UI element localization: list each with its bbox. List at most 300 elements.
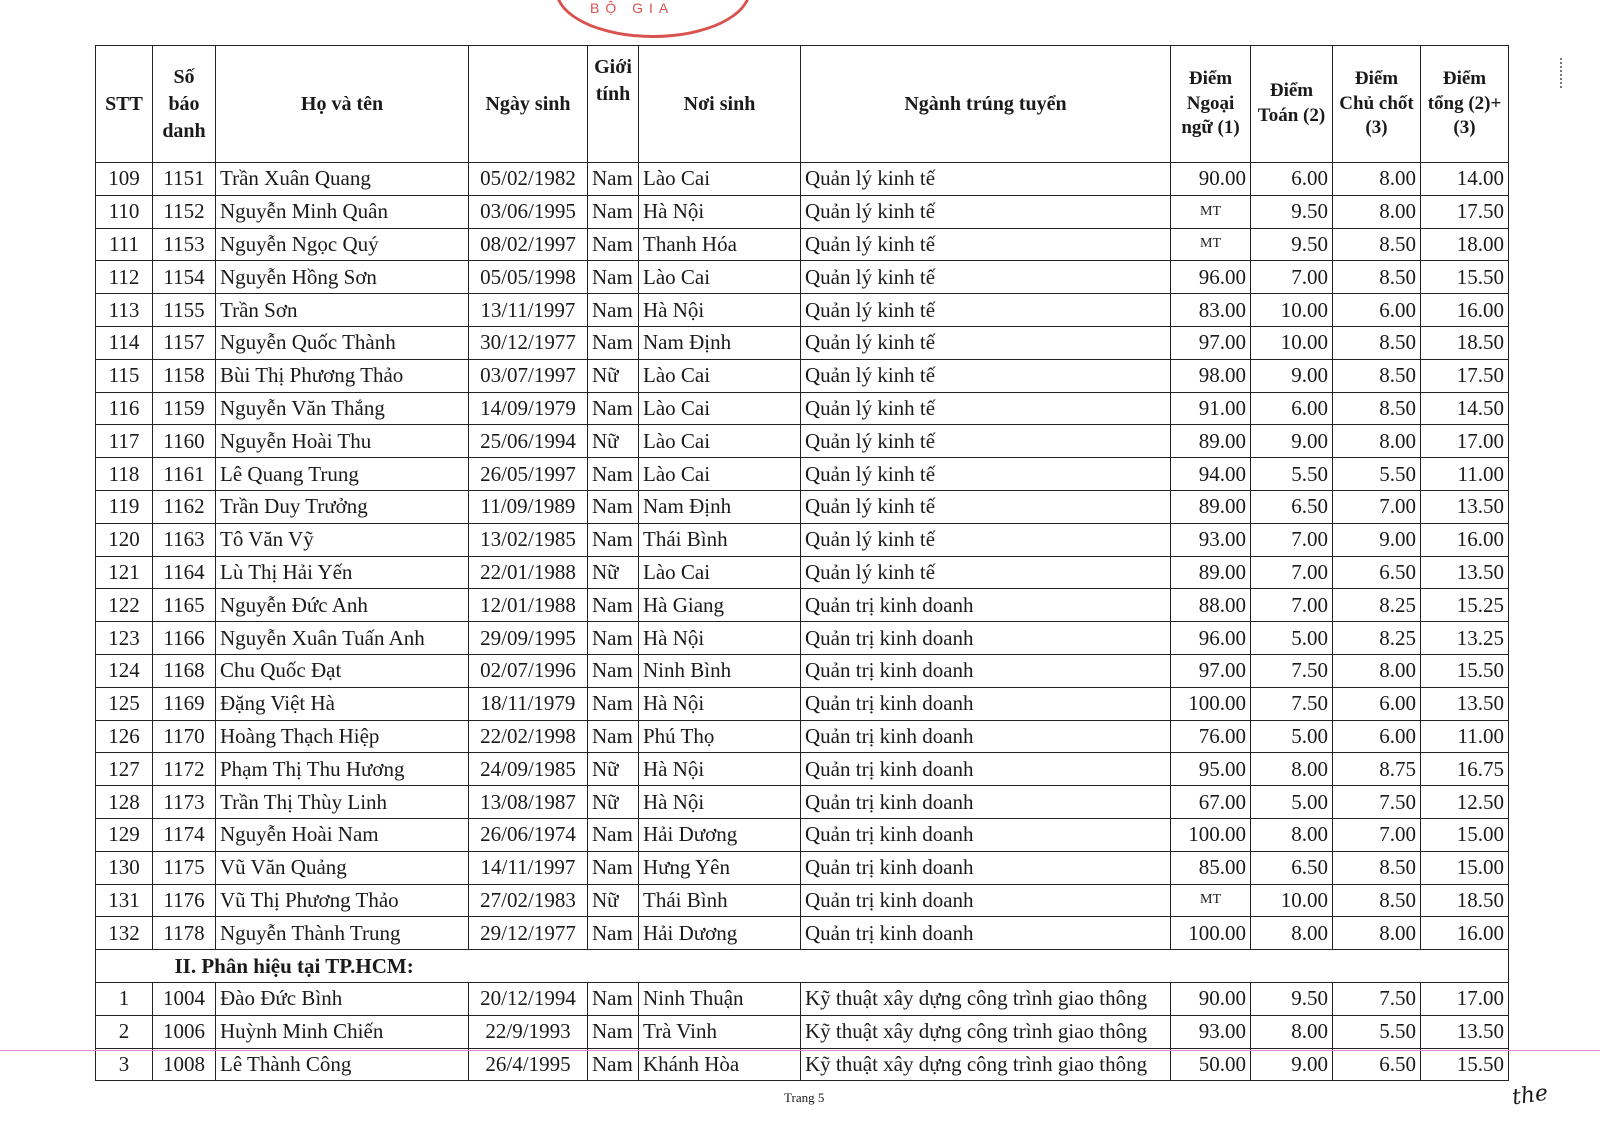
cell-sbd: 1161 <box>153 458 216 491</box>
cell-stt: 122 <box>96 589 153 622</box>
cell-major: Quản trị kinh doanh <box>801 687 1171 720</box>
cell-birthplace: Lào Cai <box>639 425 801 458</box>
cell-total: 16.00 <box>1421 523 1509 556</box>
cell-total: 12.50 <box>1421 786 1509 819</box>
cell-stt: 113 <box>96 294 153 327</box>
cell-sbd: 1178 <box>153 917 216 950</box>
cell-sbd: 1174 <box>153 818 216 851</box>
cell-major: Kỹ thuật xây dựng công trình giao thông <box>801 1015 1171 1048</box>
cell-major: Quản lý kinh tế <box>801 490 1171 523</box>
cell-foreign: 83.00 <box>1171 294 1251 327</box>
cell-dob: 13/11/1997 <box>469 294 588 327</box>
cell-dob: 12/01/1988 <box>469 589 588 622</box>
table-row <box>96 523 1509 556</box>
cell-math: 7.50 <box>1251 687 1333 720</box>
cell-math: 5.00 <box>1251 786 1333 819</box>
cell-math: 8.00 <box>1251 1015 1333 1048</box>
cell-birthplace: Ninh Bình <box>639 654 801 687</box>
cell-core: 8.50 <box>1333 326 1421 359</box>
cell-name: Trần Sơn <box>216 294 469 327</box>
table-row <box>96 163 1509 196</box>
cell-core: 6.50 <box>1333 1048 1421 1081</box>
table-row <box>96 622 1509 655</box>
cell-stt: 128 <box>96 786 153 819</box>
signature-initials: the <box>1510 1080 1550 1111</box>
page-number: Trang 5 <box>784 1090 825 1105</box>
cell-core: 9.00 <box>1333 523 1421 556</box>
cell-major: Quản lý kinh tế <box>801 326 1171 359</box>
cell-total: 17.50 <box>1421 359 1509 392</box>
section-title: II. Phân hiệu tại TP.HCM: <box>153 950 1509 983</box>
cell-stt: 117 <box>96 425 153 458</box>
cell-birthplace: Hà Giang <box>639 589 801 622</box>
cell-name: Nguyễn Đức Anh <box>216 589 469 622</box>
cell-foreign: 76.00 <box>1171 720 1251 753</box>
cell-birthplace: Hà Nội <box>639 622 801 655</box>
col-header-gender: Giới tính <box>588 46 639 163</box>
cell-major: Quản trị kinh doanh <box>801 851 1171 884</box>
cell-dob: 27/02/1983 <box>469 884 588 917</box>
cell-gender: Nam <box>588 982 639 1015</box>
table-row <box>96 425 1509 458</box>
cell-name: Nguyễn Minh Quân <box>216 195 469 228</box>
cell-gender: Nam <box>588 720 639 753</box>
cell-name: Phạm Thị Thu Hương <box>216 753 469 786</box>
cell-name: Chu Quốc Đạt <box>216 654 469 687</box>
cell-dob: 26/05/1997 <box>469 458 588 491</box>
cell-name: Lê Thành Công <box>216 1048 469 1081</box>
cell-total: 15.50 <box>1421 654 1509 687</box>
cell-total: 14.50 <box>1421 392 1509 425</box>
cell-math: 6.00 <box>1251 163 1333 196</box>
cell-name: Nguyễn Ngọc Quý <box>216 228 469 261</box>
cell-math: 6.50 <box>1251 490 1333 523</box>
cell-foreign: 89.00 <box>1171 490 1251 523</box>
cell-core: 5.50 <box>1333 458 1421 491</box>
cell-gender: Nam <box>588 163 639 196</box>
table-row <box>96 392 1509 425</box>
cell-name: Nguyễn Hoài Thu <box>216 425 469 458</box>
cell-gender: Nam <box>588 490 639 523</box>
cell-major: Kỹ thuật xây dựng công trình giao thông <box>801 982 1171 1015</box>
cell-sbd: 1168 <box>153 654 216 687</box>
cell-dob: 30/12/1977 <box>469 326 588 359</box>
cell-name: Trần Xuân Quang <box>216 163 469 196</box>
cell-sbd: 1162 <box>153 490 216 523</box>
cell-name: Lê Quang Trung <box>216 458 469 491</box>
cell-major: Quản lý kinh tế <box>801 359 1171 392</box>
cell-major: Quản lý kinh tế <box>801 458 1171 491</box>
cell-sbd: 1153 <box>153 228 216 261</box>
cell-sbd: 1008 <box>153 1048 216 1081</box>
cell-sbd: 1160 <box>153 425 216 458</box>
cell-total: 16.75 <box>1421 753 1509 786</box>
cell-total: 16.00 <box>1421 917 1509 950</box>
table-row <box>96 753 1509 786</box>
cell-total: 15.00 <box>1421 851 1509 884</box>
cell-dob: 03/07/1997 <box>469 359 588 392</box>
cell-birthplace: Phú Thọ <box>639 720 801 753</box>
cell-stt: 1 <box>96 982 153 1015</box>
cell-total: 16.00 <box>1421 294 1509 327</box>
cell-birthplace: Lào Cai <box>639 458 801 491</box>
cell-total: 11.00 <box>1421 458 1509 491</box>
cell-dob: 22/9/1993 <box>469 1015 588 1048</box>
cell-gender: Nam <box>588 687 639 720</box>
cell-sbd: 1155 <box>153 294 216 327</box>
cell-math: 7.50 <box>1251 654 1333 687</box>
cell-math: 9.00 <box>1251 425 1333 458</box>
header-row <box>96 46 1509 163</box>
cell-major: Quản trị kinh doanh <box>801 884 1171 917</box>
cell-foreign: 91.00 <box>1171 392 1251 425</box>
cell-total: 17.00 <box>1421 982 1509 1015</box>
cell-dob: 13/08/1987 <box>469 786 588 819</box>
cell-major: Quản lý kinh tế <box>801 294 1171 327</box>
cell-sbd: 1170 <box>153 720 216 753</box>
cell-foreign: 89.00 <box>1171 556 1251 589</box>
cell-gender: Nam <box>588 622 639 655</box>
cell-sbd: 1154 <box>153 261 216 294</box>
cell-math: 8.00 <box>1251 818 1333 851</box>
cell-gender: Nam <box>588 1048 639 1081</box>
cell-total: 13.50 <box>1421 490 1509 523</box>
cell-core: 8.50 <box>1333 261 1421 294</box>
cell-core: 6.00 <box>1333 720 1421 753</box>
cell-foreign: 97.00 <box>1171 326 1251 359</box>
cell-foreign: 100.00 <box>1171 917 1251 950</box>
cell-birthplace: Nam Định <box>639 490 801 523</box>
cell-birthplace: Hà Nội <box>639 687 801 720</box>
cell-gender: Nam <box>588 654 639 687</box>
cell-birthplace: Thái Bình <box>639 884 801 917</box>
cell-name: Vũ Thị Phương Thảo <box>216 884 469 917</box>
cell-gender: Nam <box>588 458 639 491</box>
cell-math: 6.50 <box>1251 851 1333 884</box>
cell-gender: Nam <box>588 294 639 327</box>
cell-core: 6.50 <box>1333 556 1421 589</box>
cell-sbd: 1166 <box>153 622 216 655</box>
cell-major: Quản trị kinh doanh <box>801 753 1171 786</box>
cell-math: 9.00 <box>1251 359 1333 392</box>
cell-total: 17.50 <box>1421 195 1509 228</box>
table-row <box>96 786 1509 819</box>
cell-sbd: 1004 <box>153 982 216 1015</box>
cell-core: 7.00 <box>1333 490 1421 523</box>
cell-stt: 109 <box>96 163 153 196</box>
cell-sbd: 1152 <box>153 195 216 228</box>
cell-stt: 111 <box>96 228 153 261</box>
cell-major: Quản lý kinh tế <box>801 392 1171 425</box>
cell-core: 8.25 <box>1333 589 1421 622</box>
cell-sbd: 1157 <box>153 326 216 359</box>
cell-core: 5.50 <box>1333 1015 1421 1048</box>
cell-math: 7.00 <box>1251 589 1333 622</box>
cell-dob: 24/09/1985 <box>469 753 588 786</box>
cell-math: 6.00 <box>1251 392 1333 425</box>
cell-sbd: 1159 <box>153 392 216 425</box>
cell-math: 5.50 <box>1251 458 1333 491</box>
cell-name: Đặng Việt Hà <box>216 687 469 720</box>
cell-core: 8.50 <box>1333 392 1421 425</box>
cell-major: Quản trị kinh doanh <box>801 917 1171 950</box>
cell-gender: Nam <box>588 195 639 228</box>
cell-stt: 130 <box>96 851 153 884</box>
cell-gender: Nam <box>588 1015 639 1048</box>
cell-stt: 114 <box>96 326 153 359</box>
table-row <box>96 228 1509 261</box>
cell-birthplace: Hà Nội <box>639 753 801 786</box>
table-row <box>96 556 1509 589</box>
cell-total: 11.00 <box>1421 720 1509 753</box>
cell-name: Trần Duy Trưởng <box>216 490 469 523</box>
cell-gender: Nam <box>588 917 639 950</box>
cell-stt: 129 <box>96 818 153 851</box>
cell-gender: Nam <box>588 851 639 884</box>
cell-sbd: 1173 <box>153 786 216 819</box>
cell-dob: 08/02/1997 <box>469 228 588 261</box>
table-row <box>96 982 1509 1015</box>
cell-dob: 29/09/1995 <box>469 622 588 655</box>
cell-dob: 14/11/1997 <box>469 851 588 884</box>
cell-birthplace: Lào Cai <box>639 392 801 425</box>
table-row <box>96 687 1509 720</box>
cell-dob: 13/02/1985 <box>469 523 588 556</box>
cell-sbd: 1172 <box>153 753 216 786</box>
margin-line <box>0 1050 1600 1051</box>
cell-name: Nguyễn Hoài Nam <box>216 818 469 851</box>
cell-core: 8.50 <box>1333 884 1421 917</box>
cell-dob: 11/09/1989 <box>469 490 588 523</box>
table-row <box>96 458 1509 491</box>
cell-core: 8.50 <box>1333 228 1421 261</box>
cell-gender: Nữ <box>588 753 639 786</box>
cell-math: 8.00 <box>1251 753 1333 786</box>
cell-gender: Nữ <box>588 425 639 458</box>
cell-name: Lù Thị Hải Yến <box>216 556 469 589</box>
table-row <box>96 654 1509 687</box>
cell-name: Hoàng Thạch Hiệp <box>216 720 469 753</box>
cell-math: 7.00 <box>1251 556 1333 589</box>
cell-math: 7.00 <box>1251 261 1333 294</box>
cell-foreign: 93.00 <box>1171 1015 1251 1048</box>
cell-name: Vũ Văn Quảng <box>216 851 469 884</box>
cell-math: 9.50 <box>1251 195 1333 228</box>
cell-foreign: 100.00 <box>1171 818 1251 851</box>
cell-sbd: 1169 <box>153 687 216 720</box>
cell-total: 13.25 <box>1421 622 1509 655</box>
cell-birthplace: Ninh Thuận <box>639 982 801 1015</box>
cell-stt: 120 <box>96 523 153 556</box>
col-header-name: Họ và tên <box>216 46 469 163</box>
cell-stt: 127 <box>96 753 153 786</box>
cell-gender: Nam <box>588 228 639 261</box>
cell-total: 18.50 <box>1421 884 1509 917</box>
cell-name: Đào Đức Bình <box>216 982 469 1015</box>
cell-total: 17.00 <box>1421 425 1509 458</box>
cell-total: 18.00 <box>1421 228 1509 261</box>
cell-birthplace: Lào Cai <box>639 261 801 294</box>
col-header-total: Điểm tổng (2)+(3) <box>1421 46 1509 163</box>
table-row <box>96 720 1509 753</box>
cell-total: 15.00 <box>1421 818 1509 851</box>
cell-total: 15.50 <box>1421 1048 1509 1081</box>
table-row <box>96 326 1509 359</box>
cell-math: 5.00 <box>1251 720 1333 753</box>
cell-birthplace: Hưng Yên <box>639 851 801 884</box>
cell-dob: 03/06/1995 <box>469 195 588 228</box>
cell-foreign: MT <box>1171 195 1251 228</box>
cell-dob: 26/06/1974 <box>469 818 588 851</box>
cell-birthplace: Hà Nội <box>639 786 801 819</box>
cell-major: Quản lý kinh tế <box>801 163 1171 196</box>
cell-dob: 26/4/1995 <box>469 1048 588 1081</box>
cell-foreign: 90.00 <box>1171 163 1251 196</box>
cell-stt: 110 <box>96 195 153 228</box>
cell-gender: Nữ <box>588 884 639 917</box>
cell-sbd: 1164 <box>153 556 216 589</box>
cell-stt: 126 <box>96 720 153 753</box>
cell-gender: Nam <box>588 392 639 425</box>
table-row <box>96 1015 1509 1048</box>
cell-sbd: 1151 <box>153 163 216 196</box>
cell-birthplace: Hà Nội <box>639 195 801 228</box>
cell-birthplace: Khánh Hòa <box>639 1048 801 1081</box>
cell-math: 10.00 <box>1251 294 1333 327</box>
table-row <box>96 490 1509 523</box>
cell-name: Tô Văn Vỹ <box>216 523 469 556</box>
cell-core: 8.00 <box>1333 425 1421 458</box>
cell-stt: 119 <box>96 490 153 523</box>
cell-math: 8.00 <box>1251 917 1333 950</box>
cell-foreign: 67.00 <box>1171 786 1251 819</box>
cell-sbd: 1176 <box>153 884 216 917</box>
cell-major: Quản trị kinh doanh <box>801 720 1171 753</box>
cell-birthplace: Hải Dương <box>639 818 801 851</box>
cell-foreign: 50.00 <box>1171 1048 1251 1081</box>
cell-core: 8.75 <box>1333 753 1421 786</box>
cell-stt: 112 <box>96 261 153 294</box>
table-row <box>96 359 1509 392</box>
cell-foreign: 98.00 <box>1171 359 1251 392</box>
cell-math: 7.00 <box>1251 523 1333 556</box>
cell-core: 7.50 <box>1333 982 1421 1015</box>
cell-foreign: MT <box>1171 884 1251 917</box>
cell-dob: 02/07/1996 <box>469 654 588 687</box>
table-body <box>96 163 1509 950</box>
cell-dob: 22/02/1998 <box>469 720 588 753</box>
cell-gender: Nam <box>588 589 639 622</box>
cell-total: 15.50 <box>1421 261 1509 294</box>
cell-birthplace: Lào Cai <box>639 359 801 392</box>
table-row <box>96 818 1509 851</box>
cell-core: 8.00 <box>1333 195 1421 228</box>
col-header-major: Ngành trúng tuyển <box>801 46 1171 163</box>
cell-major: Quản lý kinh tế <box>801 556 1171 589</box>
cell-name: Trần Thị Thùy Linh <box>216 786 469 819</box>
cell-total: 13.50 <box>1421 556 1509 589</box>
cell-core: 7.00 <box>1333 818 1421 851</box>
table-row <box>96 884 1509 917</box>
col-header-math: Điểm Toán (2) <box>1251 46 1333 163</box>
cell-sbd: 1163 <box>153 523 216 556</box>
cell-name: Nguyễn Văn Thắng <box>216 392 469 425</box>
cell-foreign: 96.00 <box>1171 261 1251 294</box>
cell-birthplace: Lào Cai <box>639 163 801 196</box>
cell-major: Quản trị kinh doanh <box>801 589 1171 622</box>
cell-core: 7.50 <box>1333 786 1421 819</box>
cell-math: 9.50 <box>1251 982 1333 1015</box>
table-row <box>96 195 1509 228</box>
cell-major: Quản lý kinh tế <box>801 195 1171 228</box>
cell-major: Kỹ thuật xây dựng công trình giao thông <box>801 1048 1171 1081</box>
cell-gender: Nam <box>588 326 639 359</box>
cell-stt: 116 <box>96 392 153 425</box>
cell-gender: Nữ <box>588 786 639 819</box>
cell-math: 9.00 <box>1251 1048 1333 1081</box>
table-row <box>96 1048 1509 1081</box>
cell-math: 10.00 <box>1251 326 1333 359</box>
cell-birthplace: Thái Bình <box>639 523 801 556</box>
cell-core: 8.00 <box>1333 917 1421 950</box>
cell-core: 8.00 <box>1333 163 1421 196</box>
cell-stt: 125 <box>96 687 153 720</box>
admission-results-table <box>95 45 1509 1081</box>
cell-dob: 05/05/1998 <box>469 261 588 294</box>
cell-major: Quản trị kinh doanh <box>801 622 1171 655</box>
cell-dob: 29/12/1977 <box>469 917 588 950</box>
seal-text: BỘ GIA <box>590 0 675 16</box>
cell-stt: 115 <box>96 359 153 392</box>
cell-core: 8.00 <box>1333 654 1421 687</box>
cell-major: Quản lý kinh tế <box>801 261 1171 294</box>
col-header-core: Điểm Chủ chốt (3) <box>1333 46 1421 163</box>
cell-foreign: 89.00 <box>1171 425 1251 458</box>
table-row <box>96 294 1509 327</box>
table-row <box>96 589 1509 622</box>
cell-dob: 18/11/1979 <box>469 687 588 720</box>
cell-sbd: 1175 <box>153 851 216 884</box>
cell-gender: Nam <box>588 818 639 851</box>
table-row <box>96 917 1509 950</box>
cell-sbd: 1165 <box>153 589 216 622</box>
cell-foreign: 95.00 <box>1171 753 1251 786</box>
cell-major: Quản lý kinh tế <box>801 523 1171 556</box>
cell-core: 6.00 <box>1333 294 1421 327</box>
cell-dob: 14/09/1979 <box>469 392 588 425</box>
col-header-sbd: Số báo danh <box>153 46 216 163</box>
table-row <box>96 261 1509 294</box>
cell-dob: 20/12/1994 <box>469 982 588 1015</box>
table-row <box>96 851 1509 884</box>
cell-name: Bùi Thị Phương Thảo <box>216 359 469 392</box>
cell-dob: 22/01/1988 <box>469 556 588 589</box>
cell-birthplace: Hà Nội <box>639 294 801 327</box>
col-header-foreign: Điểm Ngoại ngữ (1) <box>1171 46 1251 163</box>
cell-major: Quản trị kinh doanh <box>801 818 1171 851</box>
cell-sbd: 1006 <box>153 1015 216 1048</box>
cell-math: 5.00 <box>1251 622 1333 655</box>
cell-gender: Nam <box>588 261 639 294</box>
margin-mark <box>1560 58 1564 88</box>
cell-foreign: 96.00 <box>1171 622 1251 655</box>
cell-foreign: 93.00 <box>1171 523 1251 556</box>
cell-birthplace: Hải Dương <box>639 917 801 950</box>
cell-math: 9.50 <box>1251 228 1333 261</box>
cell-sbd: 1158 <box>153 359 216 392</box>
cell-total: 18.50 <box>1421 326 1509 359</box>
cell-birthplace: Lào Cai <box>639 556 801 589</box>
